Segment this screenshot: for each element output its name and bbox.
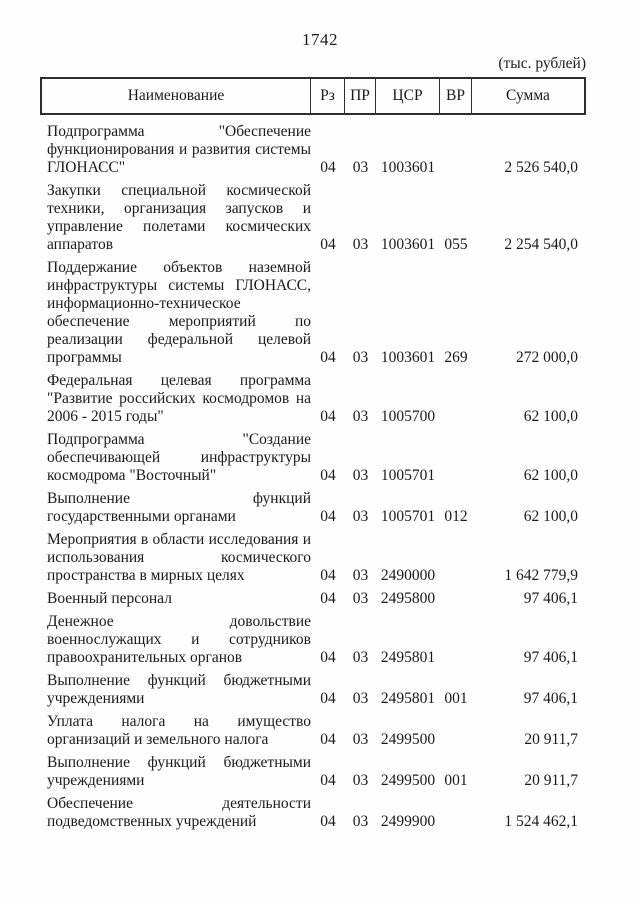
row-rz: 04 — [320, 408, 336, 425]
row-name: Обеспечение деятельности подведомственных учреждений — [47, 795, 311, 830]
row-vr: 055 — [444, 236, 468, 253]
table-row — [40, 713, 586, 749]
row-pr: 03 — [352, 159, 369, 176]
row-csr: 2499900 — [380, 813, 436, 830]
row-name: Уплата налога на имущество организаций и земельного налога — [47, 713, 311, 748]
header-vr: ВР — [440, 79, 472, 113]
header-summa: Сумма — [506, 87, 550, 104]
row-name: Денежное довольствие военнослужащих и сотрудников правоохранительных органов — [47, 613, 311, 666]
row-summa: 272 000,0 — [516, 349, 578, 366]
row-csr: 2499500 — [380, 772, 436, 789]
page-number: 1742 — [302, 30, 338, 49]
row-csr: 2495801 — [380, 690, 436, 707]
table-header-row — [40, 77, 586, 115]
header-csr: ЦСР — [376, 79, 440, 113]
table-row — [40, 431, 586, 485]
row-pr: 03 — [352, 772, 369, 789]
row-pr: 03 — [352, 813, 369, 830]
row-vr: 001 — [444, 772, 468, 789]
row-summa: 62 100,0 — [523, 408, 578, 425]
row-summa: 97 406,1 — [523, 690, 578, 707]
row-summa: 20 911,7 — [524, 731, 578, 748]
row-name: Выполнение функций бюджетными учреждениями — [47, 754, 311, 789]
row-name: Поддержание объектов наземной инфраструктуры системы ГЛОНАСС, информационно-техническое обеспечение мероприятий по реализации федеральной целевой программы — [47, 259, 311, 366]
row-csr: 1005700 — [380, 408, 436, 425]
table-row — [40, 672, 586, 708]
row-csr: 2495800 — [380, 590, 436, 607]
row-csr: 2499500 — [380, 731, 436, 748]
row-name: Закупки специальной космической техники, организация запусков и управление полетами космических аппаратов — [47, 182, 311, 253]
row-name: Выполнение функций бюджетными учреждениями — [47, 672, 311, 707]
row-summa: 97 406,1 — [523, 590, 578, 607]
row-csr: 1003601 — [380, 159, 436, 176]
row-rz: 04 — [320, 567, 336, 584]
header-name: Наименование — [42, 79, 311, 113]
row-pr: 03 — [352, 467, 369, 484]
table-row — [40, 531, 586, 585]
row-name: Подпрограмма "Обеспечение функционирования и развития системы ГЛОНАСС" — [47, 123, 311, 176]
row-rz: 04 — [320, 508, 336, 525]
table-row — [40, 259, 586, 367]
header-pr: ПР — [345, 79, 376, 113]
table-row — [40, 754, 586, 790]
table-row — [40, 123, 586, 177]
row-summa: 1 642 779,9 — [504, 567, 578, 584]
row-name: Военный персонал — [47, 590, 172, 607]
row-rz: 04 — [320, 349, 336, 366]
row-summa: 2 526 540,0 — [504, 159, 578, 176]
row-summa: 1 524 462,1 — [504, 813, 578, 830]
budget-table — [40, 77, 586, 831]
row-name: Подпрограмма "Создание обеспечивающей инфраструктуры космодрома "Восточный" — [47, 431, 311, 484]
row-rz: 04 — [320, 731, 336, 748]
row-pr: 03 — [352, 590, 369, 607]
units-note: (тыс. рублей) — [498, 55, 586, 72]
row-vr: 012 — [444, 508, 468, 525]
row-pr: 03 — [352, 236, 369, 253]
row-csr: 1005701 — [380, 508, 436, 525]
row-rz: 04 — [320, 467, 336, 484]
row-summa: 97 406,1 — [523, 649, 578, 666]
row-rz: 04 — [320, 690, 336, 707]
row-pr: 03 — [352, 408, 369, 425]
table-row — [40, 613, 586, 667]
row-csr: 2490000 — [380, 567, 436, 584]
row-rz: 04 — [320, 772, 336, 789]
row-rz: 04 — [320, 159, 336, 176]
row-name: Мероприятия в области исследования и использования космического пространства в мирных целях — [47, 531, 311, 584]
row-pr: 03 — [352, 690, 369, 707]
row-csr: 2495801 — [380, 649, 436, 666]
table-row — [40, 372, 586, 426]
row-name: Выполнение функций государственными органами — [47, 490, 311, 525]
row-pr: 03 — [352, 731, 369, 748]
row-summa: 62 100,0 — [523, 508, 578, 525]
row-csr: 1003601 — [380, 349, 436, 366]
row-rz: 04 — [320, 649, 336, 666]
row-rz: 04 — [320, 590, 336, 607]
table-row — [40, 490, 586, 526]
row-summa: 2 254 540,0 — [504, 236, 578, 253]
table-row — [40, 795, 586, 831]
row-rz: 04 — [320, 813, 336, 830]
row-summa: 20 911,7 — [524, 772, 578, 789]
table-row — [40, 590, 586, 608]
header-rz: Рз — [311, 79, 345, 113]
row-pr: 03 — [352, 349, 369, 366]
row-csr: 1005701 — [380, 467, 436, 484]
row-pr: 03 — [352, 567, 369, 584]
row-vr: 269 — [444, 349, 468, 366]
row-name: Федеральная целевая программа "Развитие российских космодромов на 2006 - 2015 годы" — [47, 372, 311, 425]
row-pr: 03 — [352, 508, 369, 525]
row-summa: 62 100,0 — [523, 467, 578, 484]
table-body — [40, 115, 586, 831]
row-vr: 001 — [444, 690, 468, 707]
table-row — [40, 182, 586, 254]
row-pr: 03 — [352, 649, 369, 666]
row-csr: 1003601 — [380, 236, 436, 253]
row-rz: 04 — [320, 236, 336, 253]
